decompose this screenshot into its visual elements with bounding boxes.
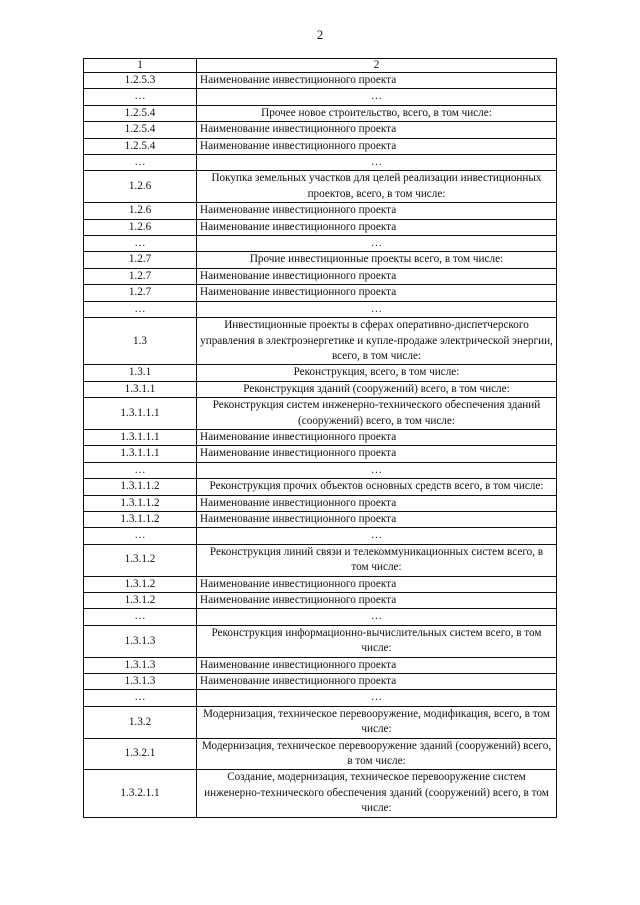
table-row bbox=[84, 593, 557, 609]
row-description: Наименование инвестиционного проекта bbox=[197, 495, 557, 511]
table-row bbox=[84, 690, 557, 706]
table-row bbox=[84, 268, 557, 284]
row-code: 1.3.1 bbox=[84, 365, 197, 381]
row-description: Наименование инвестиционного проекта bbox=[197, 657, 557, 673]
row-description: Наименование инвестиционного проекта bbox=[197, 429, 557, 445]
row-code: 1.2.5.4 bbox=[84, 138, 197, 154]
row-code: … bbox=[84, 301, 197, 317]
row-description: Наименование инвестиционного проекта bbox=[197, 593, 557, 609]
row-description: … bbox=[197, 528, 557, 544]
row-code: 1.3.1.1.1 bbox=[84, 398, 197, 430]
table-row bbox=[84, 479, 557, 495]
row-description: … bbox=[197, 690, 557, 706]
row-code: 1.3.1.2 bbox=[84, 544, 197, 576]
row-code: 1.3.1.1.2 bbox=[84, 495, 197, 511]
table-row bbox=[84, 318, 557, 365]
row-code: 1.3.1.3 bbox=[84, 674, 197, 690]
row-description: Реконструкция систем инженерно-технического обеспечения зданий (сооружений) всего, в том числе: bbox=[197, 398, 557, 430]
row-description: Модернизация, техническое перевооружение зданий (сооружений) всего, в том числе: bbox=[197, 738, 557, 770]
table-row bbox=[84, 738, 557, 770]
row-code: 1.3.1.1.2 bbox=[84, 479, 197, 495]
row-description: Прочие инвестиционные проекты всего, в том числе: bbox=[197, 252, 557, 268]
column-header-2: 2 bbox=[197, 59, 557, 73]
row-description: Реконструкция прочих объектов основных средств всего, в том числе: bbox=[197, 479, 557, 495]
row-code: … bbox=[84, 155, 197, 171]
row-code: 1.3.2.1.1 bbox=[84, 770, 197, 817]
row-description: Наименование инвестиционного проекта bbox=[197, 73, 557, 89]
row-description: … bbox=[197, 236, 557, 252]
row-description: Модернизация, техническое перевооружение, модификация, всего, в том числе: bbox=[197, 706, 557, 738]
row-description: Покупка земельных участков для целей реализации инвестиционных проектов, всего, в том числе: bbox=[197, 171, 557, 203]
table-row bbox=[84, 105, 557, 121]
row-description: Наименование инвестиционного проекта bbox=[197, 268, 557, 284]
table-row bbox=[84, 89, 557, 105]
investment-projects-table bbox=[83, 58, 557, 818]
row-description: Наименование инвестиционного проекта bbox=[197, 511, 557, 527]
row-code: 1.3.1.1.2 bbox=[84, 511, 197, 527]
row-description: … bbox=[197, 462, 557, 478]
table-row bbox=[84, 236, 557, 252]
row-code: 1.2.5.4 bbox=[84, 105, 197, 121]
table-header-row bbox=[84, 59, 557, 73]
row-description: … bbox=[197, 155, 557, 171]
table-row bbox=[84, 285, 557, 301]
row-description: Наименование инвестиционного проекта bbox=[197, 203, 557, 219]
table-row bbox=[84, 203, 557, 219]
row-code: … bbox=[84, 462, 197, 478]
row-code: … bbox=[84, 690, 197, 706]
row-description: Наименование инвестиционного проекта bbox=[197, 285, 557, 301]
row-code: 1.3.1.3 bbox=[84, 625, 197, 657]
table-row bbox=[84, 495, 557, 511]
table-row bbox=[84, 73, 557, 89]
table-row bbox=[84, 301, 557, 317]
row-code: 1.3.2.1 bbox=[84, 738, 197, 770]
row-description: Инвестиционные проекты в сферах оперативно-диспетчерского управления в электроэнергетике и купле-продаже электрической энергии, всего, в том числе: bbox=[197, 318, 557, 365]
table-row bbox=[84, 429, 557, 445]
table-row bbox=[84, 138, 557, 154]
row-code: 1.3.1.1.1 bbox=[84, 446, 197, 462]
row-code: 1.2.7 bbox=[84, 252, 197, 268]
row-code: 1.3.2 bbox=[84, 706, 197, 738]
table-row bbox=[84, 219, 557, 235]
row-description: … bbox=[197, 609, 557, 625]
row-code: 1.3.1.1 bbox=[84, 381, 197, 397]
table-row bbox=[84, 252, 557, 268]
row-description: … bbox=[197, 301, 557, 317]
row-description: Наименование инвестиционного проекта bbox=[197, 219, 557, 235]
table-row bbox=[84, 381, 557, 397]
row-code: … bbox=[84, 609, 197, 625]
table-row bbox=[84, 576, 557, 592]
row-code: 1.2.7 bbox=[84, 268, 197, 284]
row-description: Наименование инвестиционного проекта bbox=[197, 446, 557, 462]
row-code: 1.2.6 bbox=[84, 171, 197, 203]
table-row bbox=[84, 706, 557, 738]
row-description: Наименование инвестиционного проекта bbox=[197, 576, 557, 592]
row-code: 1.2.5.3 bbox=[84, 73, 197, 89]
table-row bbox=[84, 770, 557, 817]
row-description: Прочее новое строительство, всего, в том числе: bbox=[197, 105, 557, 121]
row-code: 1.3.1.2 bbox=[84, 576, 197, 592]
row-description: … bbox=[197, 89, 557, 105]
row-code: 1.3.1.1.1 bbox=[84, 429, 197, 445]
row-code: 1.2.6 bbox=[84, 203, 197, 219]
row-description: Реконструкция зданий (сооружений) всего, в том числе: bbox=[197, 381, 557, 397]
row-code: 1.2.5.4 bbox=[84, 122, 197, 138]
row-code: 1.3.1.2 bbox=[84, 593, 197, 609]
table-row bbox=[84, 544, 557, 576]
row-description: Наименование инвестиционного проекта bbox=[197, 674, 557, 690]
row-code: … bbox=[84, 528, 197, 544]
table-row bbox=[84, 528, 557, 544]
table-row bbox=[84, 462, 557, 478]
row-description: Реконструкция линий связи и телекоммуникационных систем всего, в том числе: bbox=[197, 544, 557, 576]
row-description: Реконструкция информационно-вычислительных систем всего, в том числе: bbox=[197, 625, 557, 657]
table-row bbox=[84, 625, 557, 657]
table-row bbox=[84, 446, 557, 462]
row-code: … bbox=[84, 236, 197, 252]
row-description: Реконструкция, всего, в том числе: bbox=[197, 365, 557, 381]
page-number: 2 bbox=[316, 27, 324, 42]
table-row bbox=[84, 365, 557, 381]
row-code: … bbox=[84, 89, 197, 105]
row-code: 1.2.7 bbox=[84, 285, 197, 301]
table-row bbox=[84, 657, 557, 673]
table-row bbox=[84, 609, 557, 625]
row-description: Наименование инвестиционного проекта bbox=[197, 122, 557, 138]
table-row bbox=[84, 398, 557, 430]
row-code: 1.2.6 bbox=[84, 219, 197, 235]
table-row bbox=[84, 122, 557, 138]
table-body bbox=[84, 59, 557, 818]
column-header-1: 1 bbox=[84, 59, 197, 73]
table-row bbox=[84, 511, 557, 527]
table-row bbox=[84, 171, 557, 203]
row-code: 1.3.1.3 bbox=[84, 657, 197, 673]
table-row bbox=[84, 155, 557, 171]
row-code: 1.3 bbox=[84, 318, 197, 365]
row-description: Создание, модернизация, техническое перевооружение систем инженерно-технического обеспечения зданий (сооружений) всего, в том числе: bbox=[197, 770, 557, 817]
row-description: Наименование инвестиционного проекта bbox=[197, 138, 557, 154]
table-row bbox=[84, 674, 557, 690]
